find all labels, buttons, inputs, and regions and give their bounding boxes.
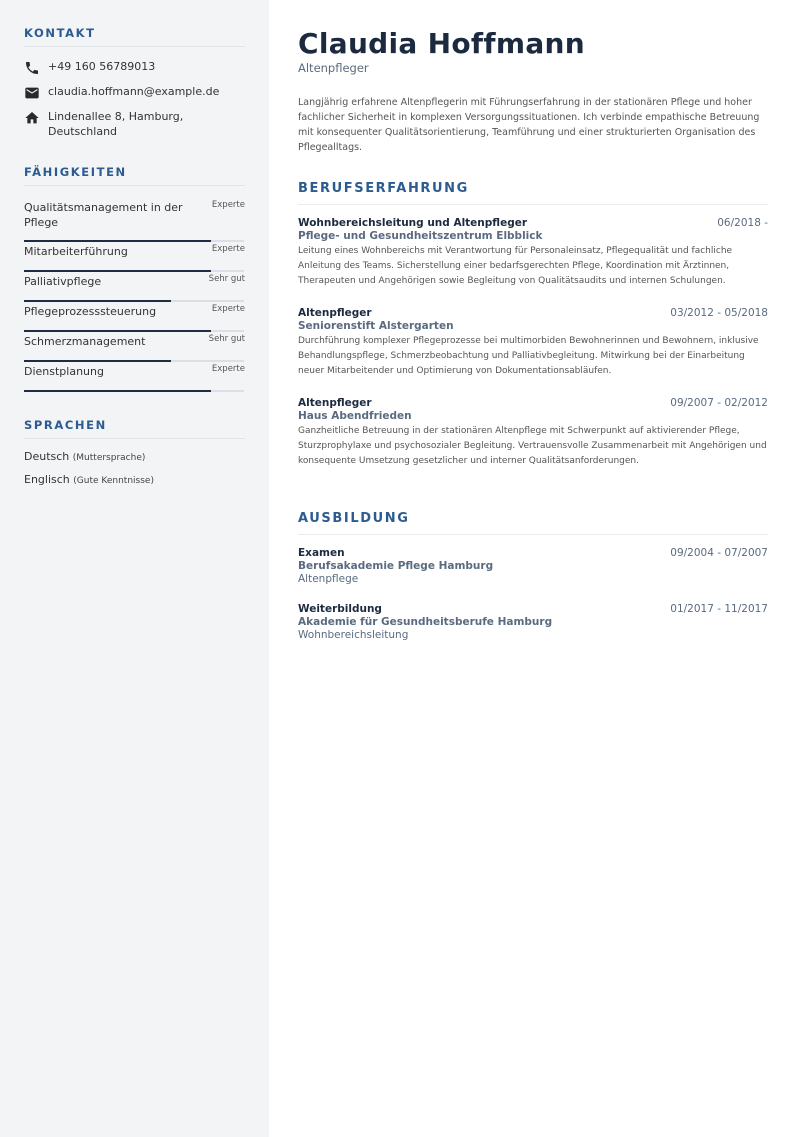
skill-track [24, 390, 244, 392]
language-item [24, 449, 245, 466]
language-item [24, 472, 245, 489]
skill-item [24, 364, 245, 394]
contact-heading: KONTAKT [24, 26, 245, 47]
skill-level: Experte [211, 200, 245, 210]
job-title: Altenpfleger [298, 61, 369, 75]
entry-date: 09/2004 - 07/2007 [670, 547, 768, 559]
language-name: Deutsch [24, 450, 70, 463]
languages-section [24, 418, 245, 489]
entry-title: Examen [298, 547, 345, 559]
entry-institution: Berufsakademie Pflege Hamburg [298, 560, 494, 572]
entry-header [298, 547, 768, 559]
skill-name: Dienstplanung [24, 365, 104, 378]
languages-heading: SPRACHEN [24, 418, 245, 439]
skill-track [24, 270, 244, 272]
phone-number: +49 160 56789013 [48, 60, 156, 73]
skill-name: Palliativpflege [24, 275, 102, 288]
language-name: Englisch [24, 473, 70, 486]
skill-track [24, 300, 244, 302]
skill-list [24, 200, 245, 394]
skill-level: Experte [211, 364, 245, 374]
skill-bar [24, 300, 171, 302]
skill-track [24, 330, 244, 332]
language-list [24, 449, 245, 489]
entry-subject: Altenpflege [298, 573, 359, 585]
contact-email [24, 84, 245, 101]
experience-entry [298, 397, 768, 469]
profile-summary: Langjährig erfahrene Altenpflegerin mit Führungserfahrung in der stationären Pflege und hoher fachlicher Sicherheit in komplexen Versorgungssituationen. Ich verbinde empathische Betreuung mit konsequenter Qualitätsorientierung, Teamführung und einer strukturierten Organisation des Pflegealltags. [298, 97, 760, 153]
skill-name: Qualitätsmanagement in der Pflege [24, 201, 183, 229]
entry-description: Ganzheitliche Betreuung in der stationären Altenpflege mit Schwerpunkt auf aktivierender Pflege, Sturzprophylaxe und psychosozialer Begleitung. Vertrauensvolle Zusammenarbeit mit Angehörigen und konsequente Umsetzung gesetzlicher und interner Qualitätsanforderungen. [298, 426, 767, 466]
entry-title: Altenpfleger [298, 307, 372, 319]
contact-phone [24, 59, 245, 76]
entry-header [298, 217, 768, 229]
entry-header [298, 397, 768, 409]
experience-entry [298, 307, 768, 379]
skill-item [24, 334, 245, 364]
entry-title: Altenpfleger [298, 397, 372, 409]
entry-description: Leitung eines Wohnbereichs mit Verantwortung für Personaleinsatz, Pflegequalität und fachliche Anleitung des Teams. Sicherstellung einer bedarfsgerechten Pflege, Koordination mit Ärztinnen, Therapeuten und Angehörigen sowie Begleitung von Qualitätsaudits und internen Schulungen. [298, 246, 733, 286]
skill-level: Experte [211, 244, 245, 254]
language-level: (Gute Kenntnisse) [73, 476, 154, 486]
skill-item [24, 244, 245, 274]
skill-bar [24, 270, 211, 272]
skills-section [24, 165, 245, 394]
skill-level: Sehr gut [208, 334, 245, 344]
entry-date: 03/2012 - 05/2018 [670, 307, 768, 319]
education-entry [298, 603, 768, 641]
main-content [298, 28, 768, 641]
skill-bar [24, 240, 211, 242]
phone-icon [24, 60, 40, 76]
skill-name: Schmerzmanagement [24, 335, 146, 348]
experience-entry [298, 217, 768, 289]
skill-item [24, 200, 245, 244]
language-level: (Muttersprache) [72, 453, 146, 463]
entry-title: Weiterbildung [298, 603, 382, 615]
entry-institution: Akademie für Gesundheitsberufe Hamburg [298, 616, 553, 628]
entry-date: 01/2017 - 11/2017 [670, 603, 768, 615]
skill-bar [24, 390, 211, 392]
entry-organization: Seniorenstift Alstergarten [298, 320, 454, 332]
sidebar [0, 0, 269, 1137]
person-name: Claudia Hoffmann [298, 27, 586, 60]
home-icon [24, 110, 40, 126]
contact-section [24, 26, 245, 139]
skill-name: Mitarbeiterführung [24, 245, 128, 258]
education-entry [298, 547, 768, 585]
entry-header [298, 603, 768, 615]
skill-bar [24, 360, 171, 362]
postal-address: Lindenallee 8, Hamburg, Deutschland [48, 110, 184, 138]
skill-item [24, 274, 245, 304]
email-address: claudia.hoffmann@example.de [48, 85, 220, 98]
mail-icon [24, 85, 40, 101]
skill-name: Pflegeprozesssteuerung [24, 305, 157, 318]
skills-heading: FÄHIGKEITEN [24, 165, 245, 186]
skill-level: Sehr gut [208, 274, 245, 284]
entry-subject: Wohnbereichsleitung [298, 629, 409, 641]
entry-title: Wohnbereichsleitung und Altenpfleger [298, 217, 528, 229]
skill-track [24, 240, 244, 242]
entry-description: Durchführung komplexer Pflegeprozesse bei multimorbiden Bewohnerinnen und Bewohnern, inklusive Behandlungspflege, Schmerzbeobachtung und Palliativbegleitung. Mitwirkung bei der Einarbeitung neuer Mitarbeitender und Optimierung von Dokumentationsabläufen. [298, 336, 759, 376]
education-section [298, 511, 768, 641]
contact-list [24, 59, 245, 139]
skill-track [24, 360, 244, 362]
entry-organization: Pflege- und Gesundheitszentrum Elbblick [298, 230, 543, 242]
skill-bar [24, 330, 211, 332]
education-heading: AUSBILDUNG [298, 511, 768, 535]
entry-header [298, 307, 768, 319]
experience-heading: BERUFSERFAHRUNG [298, 181, 768, 205]
entry-organization: Haus Abendfrieden [298, 410, 412, 422]
entry-date: 06/2018 - [717, 217, 768, 229]
experience-section [298, 181, 768, 469]
entry-date: 09/2007 - 02/2012 [670, 397, 768, 409]
contact-address [24, 109, 245, 139]
skill-item [24, 304, 245, 334]
skill-level: Experte [211, 304, 245, 314]
